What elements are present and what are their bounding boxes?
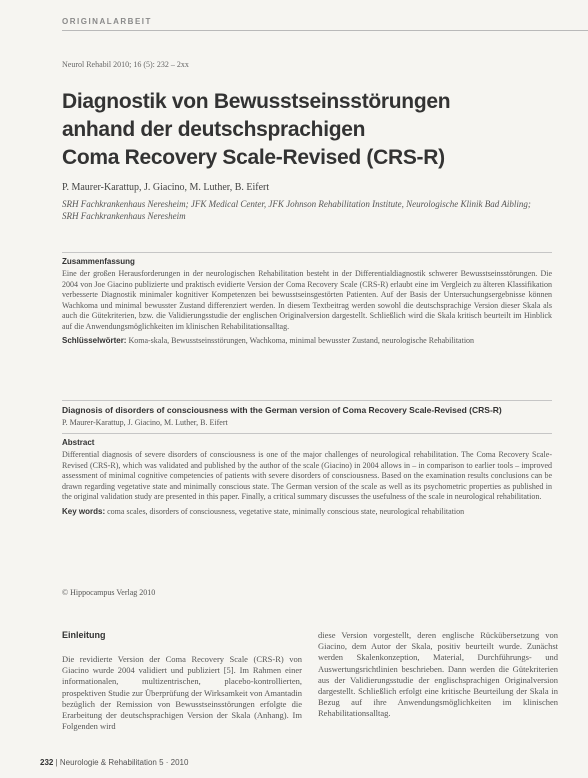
article-title xyxy=(62,88,562,172)
english-authors: P. Maurer-Karattup, J. Giacino, M. Luther, B. Eifert xyxy=(62,418,228,427)
keywords-en xyxy=(62,507,552,518)
keywords-en-text: coma scales, disorders of consciousness, vegetative state, minimally conscious state, neurological rehabilitation xyxy=(107,506,465,516)
abstract-de-heading: Zusammenfassung xyxy=(62,257,135,266)
keywords-de-label: Schlüsselwörter: xyxy=(62,336,127,345)
divider xyxy=(62,252,552,253)
body-right-text: diese Version vorgestellt, deren englische Rückübersetzung von Giacino, dem Autor der Skala, positiv beurteilt wurde. Zunächst werden Skalenkonzeption, Material, Durchführungs- und Auswertungsrichtlinien beschrieben. Dann werden die Gütekriterien aus der Validierungsstudie der englischsprachigen Originalversion dargestellt. Schließlich erfolgt eine kritische Beurteilung der Skala in Bezug auf ihre Anwendungsmöglichkeiten im klinischen Rehabilitationsalltag. xyxy=(318,630,558,719)
title-line: anhand der deutschsprachigen xyxy=(62,118,366,141)
authors: P. Maurer-Karattup, J. Giacino, M. Luther, B. Eifert xyxy=(62,182,270,193)
citation: Neurol Rehabil 2010; 16 (5): 232 – 2xx xyxy=(62,60,189,69)
page-footer xyxy=(40,758,188,767)
english-title: Diagnosis of disorders of consciousness with the German version of Coma Recovery Scale-Revised (CRS-R) xyxy=(62,405,502,415)
section-heading: Einleitung xyxy=(62,630,106,640)
title-line: Coma Recovery Scale-Revised (CRS-R) xyxy=(62,146,445,169)
title-line: Diagnostik von Bewusstseinsstörungen xyxy=(62,90,451,113)
abstract-en-text: Differential diagnosis of severe disorders of consciousness is one of the major challenges of neurological rehabilitation. The Coma Recovery Scale-Revised (CRS-R), which was validated and published by the author of the scale (Giacino) in 2004 allows in – in comparison to earlier tools – improved assessment of minimal cognitive competencies of patients with severe disorders of consciousness. Based on the examination results conclusions can be drawn regarding vegetative state and minimally conscious state. The German version of the scale as well as its psychometric properties as published in the original validation study are presented in this paper. Finally, a critical summary discusses the usefulness of the scale in neurological rehabilitation. xyxy=(62,450,552,501)
divider xyxy=(62,400,552,401)
abstract-en xyxy=(62,400,552,517)
keywords-de-text: Koma-skala, Bewusstseinsstörungen, Wachkoma, minimal bewusster Zustand, neurologische Rehabilitation xyxy=(128,336,475,345)
page-number: 232 xyxy=(40,758,54,767)
header-rule xyxy=(62,30,588,31)
keywords-en-label: Key words: xyxy=(62,506,106,516)
body-left-text: Die revidierte Version der Coma Recovery Scale (CRS-R) von Giacino wurde 2004 validiert und publiziert [5]. Im Rahmen einer informationalen, multizentrischen, placebo-kontrollierten, prospektiven Studie zur Überprüfung der Wirksamkeit von Amantadin bezüglich der Remission von Bewusstseinsstörungen erfolgte die Erarbeitung der deutschsprachigen Version der Skala (Anhang). Im Folgenden wird xyxy=(62,654,302,732)
body-left-column xyxy=(62,630,302,732)
section-label: ORIGINALARBEIT xyxy=(62,17,152,26)
abstract-en-heading: Abstract xyxy=(62,438,95,447)
copyright: © Hippocampus Verlag 2010 xyxy=(62,588,156,597)
abstract-de xyxy=(62,252,552,347)
abstract-de-text: Eine der großen Herausforderungen in der neurologischen Rehabilitation besteht in der Differentialdiagnostik schwerer Bewusstseinsstörungen. Die 2004 von Joe Giacino publizierte und praktisch evidierte Version der Coma Recovery Scale (CRS-R) erlaubt eine im Vergleich zu älteren Klassifikation verbesserte Diagnostik minimaler kognitiver Kompetenzen bei bewusstseinsgestörten Patienten. Auf der Basis der Untersuchungsergebnisse können Wachkoma und minimal bewusster Zustand differenziert werden. In diesem Textbeitrag werden sowohl die deutschsprachige Version dieser Skala als auch die Gütekriterien, bzw. die Validierungsstudie der englischen Originalversion dargestellt. Schließlich wird die Skala kritisch beurteilt im Hinblick auf die Anwendungsmöglichkeiten im klinischen Rehabilitationsalltag. xyxy=(62,269,552,331)
affiliations: SRH Fachkrankenhaus Neresheim; JFK Medical Center, JFK Johnson Rehabilitation Institute, Neurologische Klinik Bad Aibling; SRH Fachkrankenhaus Neresheim xyxy=(62,199,531,221)
divider xyxy=(62,433,552,434)
keywords-de xyxy=(62,336,552,347)
journal-name: | Neurologie & Rehabilitation 5 · 2010 xyxy=(55,758,189,767)
